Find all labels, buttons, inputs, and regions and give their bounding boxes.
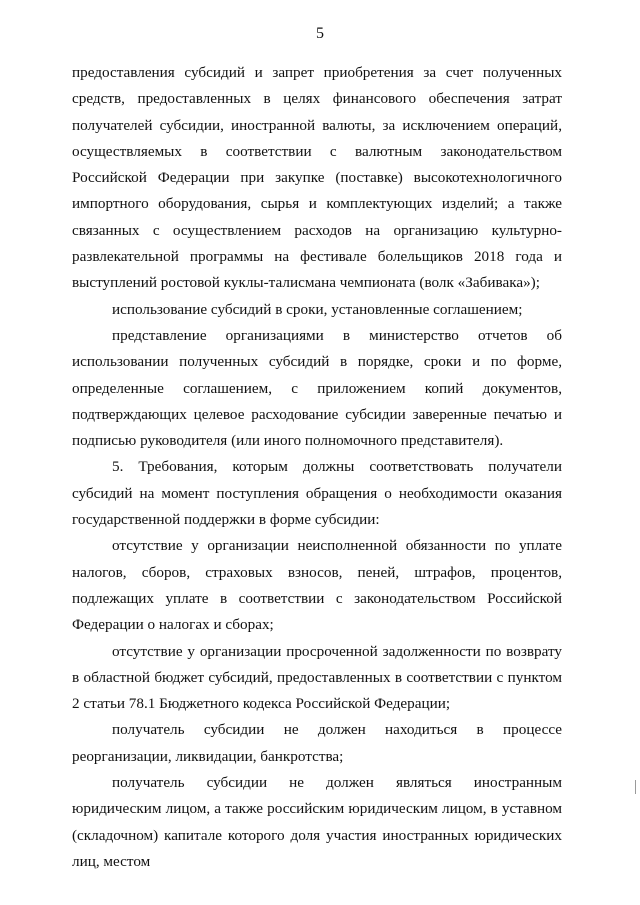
paragraph-subsidy-use-deadlines: использование субсидий в сроки, установленные соглашением;: [112, 300, 523, 318]
paragraph-no-reorganization: получатель субсидии не должен находиться в процессе реорганизации, ликвидации, банкротства;: [72, 721, 562, 765]
paragraph-reporting-requirements: представление организациями в министерство отчетов об использовании полученных субсидий в порядке, сроки и по форме, определенные соглашением, с приложением копий документов, подтверждающих целевое расходование субсидии заверенные печатью и подписью руководителя (или иного полномочного представителя).: [72, 326, 562, 450]
paragraph-subsidy-restrictions-continued: предоставления субсидий и запрет приобретения за счет полученных средств, предоставленных в целях финансового обеспечения затрат получателей субсидии, иностранной валюты, за исключением операций, осуществляемых в соответствии с валютным законодательством Российской Федерации при закупке (поставке) высокотехнологичного импортного оборудования, сырья и комплектующих изделий; а также связанных с осуществлением расходов на организацию культурно-развлекательной программы на фестивале болельщиков 2018 года и выступлений ростовой куклы-талисмана чемпионата (волк «Забивака»);: [72, 64, 562, 292]
page-number: 5: [316, 25, 324, 42]
margin-scan-mark: [635, 780, 636, 794]
paragraph-no-foreign-entity: получатель субсидии не должен являться иностранным юридическим лицом, а также российским юридическим лицом, в уставном (складочном) капитале которого доля участия иностранных юридических лиц, местом: [72, 774, 562, 870]
paragraph-no-tax-debts: отсутствие у организации неисполненной обязанности по уплате налогов, сборов, страховых взносов, пеней, штрафов, процентов, подлежащих уплате в соответствии с законодательством Российской Федерации о налогах и сборах;: [72, 537, 562, 634]
document-body: [72, 60, 562, 875]
paragraph-no-overdue-debt: отсутствие у организации просроченной задолженности по возврату в областной бюджет субсидий, предоставленных в соответствии с пунктом 2 статьи 78.1 Бюджетного кодекса Российской Федерации;: [72, 642, 562, 713]
paragraph-section-5-requirements: 5. Требования, которым должны соответствовать получатели субсидий на момент поступления обращения о необходимости оказания государственной поддержки в форме субсидии:: [72, 458, 562, 529]
